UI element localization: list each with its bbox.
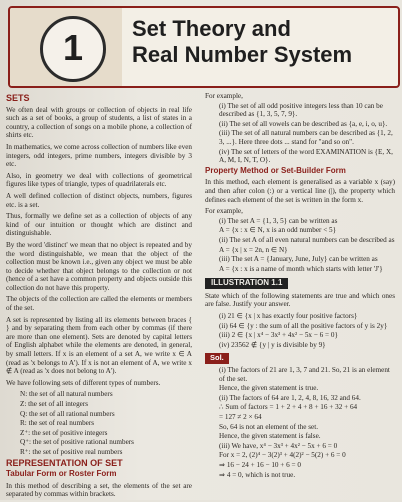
chapter-number: 1 (40, 16, 106, 82)
solution-line: For x = 2, (2)⁴ − 3(2)³ + 4(2)² − 5(2) + 6 = 0 (219, 451, 346, 460)
list-item: (iii) The set A = {January, June, July} can be written as (219, 255, 378, 264)
right-column (205, 92, 395, 480)
list-item: (i) The set of all odd positive integers less than 10 can be described as {1, 3, 5, 7, 9}. (219, 101, 383, 119)
paragraph: We have following sets of different types of numbers. (6, 378, 161, 387)
solution-line: ⇒ 16 − 24 + 16 − 10 + 6 = 0 (219, 460, 301, 469)
paragraph: A well defined collection of distinct objects, numbers, figures etc. is a set. (6, 191, 192, 209)
illustration-label: ILLUSTRATION 1.1 (205, 278, 288, 289)
chapter-title-line1: Set Theory and (132, 16, 291, 41)
paragraph: Also, in geometry we deal with collections of geometrical figures like types of triangle, types of quadrilaterals etc. (6, 171, 192, 189)
chapter-title-line2: Real Number System (132, 42, 353, 67)
left-column (6, 92, 192, 502)
solution-line: (iii) We have, x⁴ − 3x³ + 4x² − 5x + 6 = 0 (219, 441, 338, 450)
paragraph: By the word 'distinct' we mean that no object is repeated and by the word distinguishable, we mean that the object of the collection must be known i.e., given any object we must be able to decide whether that object belongs to the collection or not (hence of a set have a common property and objects outside this collection do not have this property. (6, 240, 192, 292)
paragraph: In this method, each element is generalised as a variable x (say) and then after colon (:) or a vertical line (|), the property which defines each element of the set is written in the form x. (205, 178, 395, 204)
for-example-label: For example, (205, 92, 243, 100)
chapter-title (132, 16, 392, 68)
number-sets-list (6, 390, 192, 456)
solution-label: Sol. (205, 353, 229, 364)
list-item: (iii) The set of all natural numbers can be described as {1, 2, 3, ...}. Here three dots ... stand for "and so on". (219, 129, 393, 146)
list-item: (ii) 64 ∈ {y : the sum of all the positive factors of y is 2y} (219, 321, 388, 330)
solution-line: (ii) The factors of 64 are 1, 2, 4, 8, 16, 32 and 64. (219, 393, 361, 402)
chapter-header (8, 6, 400, 88)
heading-sets: SETS (6, 93, 30, 103)
paragraph: The objects of the collection are called the elements or members of the set. (6, 295, 192, 313)
chapter-number-panel (10, 8, 122, 86)
list-item: Q⁺: the set of positive rational numbers (20, 438, 134, 447)
paragraph: A set is represented by listing all its elements between braces { } and by separating them from each other by commas (if there are more than one element). Sets are denoted by capital letters of English alphabet while the elements are denoted, in general, by small letters. If x is an element of a set A, we write x ∈ A (read as 'x belongs to A'). If x is not an element of A, we write x ∉ A (read as 'x does not belong to A'). (6, 315, 192, 376)
list-item: (iii) 2 ∈ {x | x⁴ − 3x³ + 4x² − 5x − 6 = 0} (219, 331, 338, 340)
heading-property-method: Property Method or Set-Builder Form (205, 165, 346, 175)
list-item: (i) 21 ∈ {x | x has exactly four positive factors} (219, 312, 358, 321)
list-item: (iv) The set of letters of the word EXAMINATION is {E, X, A, M, I, N, T, O}. (219, 147, 393, 165)
paragraph: In mathematics, we come across collection of numbers like even integers, odd integers, prime numbers, integers divisible by 3 etc. (6, 142, 192, 169)
list-item: A = {x : x is a name of month which starts with letter 'J'} (219, 264, 383, 273)
paragraph: Thus, formally we define set as a collection of objects of any kind of our intuition or thought which are distinct and distinguishable. (6, 212, 192, 238)
solution-line: = 127 ≠ 2 × 64 (219, 413, 262, 421)
solution-line: (i) The factors of 21 are 1, 3, 7 and 21. So, 21 is an element of the set. (219, 366, 390, 383)
solution-line: Hence, the given statement is false. (219, 432, 321, 441)
heading-tabular-form: Tabular Form or Roster Form (6, 469, 117, 479)
paragraph: We often deal with groups or collection of objects in real life such as a set of books, a group of students, a list of states in a country, a collection of songs on a mobile phone, a collection of shirts etc. (6, 105, 192, 140)
list-item: R⁺: the set of positive real numbers (20, 447, 123, 456)
list-item: R: the set of real numbers (20, 419, 95, 428)
list-item: (ii) The set A of all even natural numbers can be described as (219, 235, 395, 244)
solution-line: ⇒ 4 = 0, which is not true. (219, 470, 296, 479)
list-item: A = {x : x ∈ N, x is an odd number < 5} (219, 226, 337, 235)
paragraph: In this method of describing a set, the elements of the set are separated by commas within brackets. (6, 481, 192, 499)
list-item: N: the set of all natural numbers (20, 390, 113, 399)
list-item: (ii) The set of all vowels can be described as {a, e, i, o, u}. (219, 119, 388, 128)
solution-line: So, 64 is not an element of the set. (219, 422, 319, 431)
list-item: Q: the set of all rational numbers (20, 409, 115, 418)
list-item: (iv) 23562 ∉ {y | y is divisible by 9} (219, 340, 326, 349)
list-item: (i) The set A = {1, 3, 5} can be written as (219, 216, 338, 225)
paragraph: State which of the following statements are true and which ones are false. Justify your answer. (205, 291, 395, 309)
heading-representation: REPRESENTATION OF SET (6, 457, 123, 468)
list-item: Z: the set of all integers (20, 400, 89, 408)
for-example-label: For example, (205, 207, 243, 216)
list-item: A = {x | x = 2n, n ∈ N} (219, 245, 288, 254)
list-item: Z⁺: the set of positive integers (20, 428, 108, 437)
solution-line: Hence, the given statement is true. (219, 384, 319, 393)
solution-line: ∴ Sum of factors = 1 + 2 + 4 + 8 + 16 + 32 + 64 (219, 403, 358, 412)
